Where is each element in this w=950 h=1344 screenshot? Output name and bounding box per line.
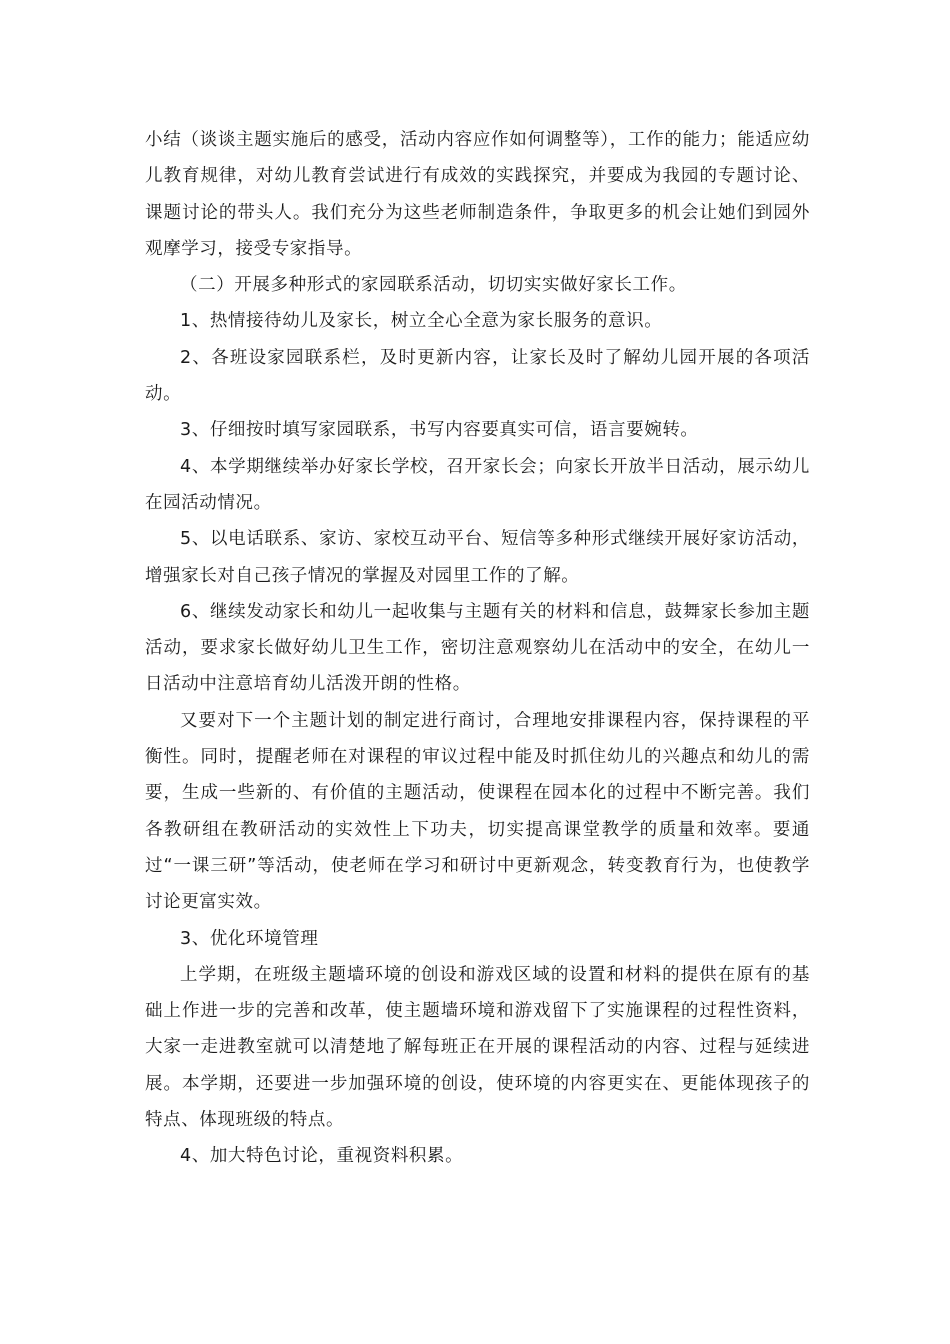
paragraph-12-heading: 4、加大特色讨论，重视资料积累。 [180,1146,464,1167]
document-body [145,122,810,1175]
paragraph-8: 6、继续发动家长和幼儿一起收集与主题有关的材料和信息，鼓舞家长参加主题活动，要求家长做好幼儿卫生工作，密切注意观察幼儿在活动中的安全，在幼儿一日活动中注意培育幼儿活泼开朗的性格。 [145,601,810,695]
paragraph-2-heading: （二）开展多种形式的家园联系活动，切切实实做好家长工作。 [180,275,687,296]
paragraph-6: 4、本学期继续举办好家长学校，召开家长会；向家长开放半日活动，展示幼儿在园活动情况。 [145,456,810,513]
paragraph-5: 3、仔细按时填写家园联系，书写内容要真实可信，语言要婉转。 [180,420,699,441]
paragraph-11: 上学期，在班级主题墙环境的创设和游戏区域的设置和材料的提供在原有的基础上作进一步的完善和改革，使主题墙环境和游戏留下了实施课程的过程性资料，大家一走进教室就可以清楚地了解每班正在开展的课程活动的内容、过程与延续进展。本学期，还要进一步加强环境的创设，使环境的内容更实在、更能体现孩子的特点、体现班级的特点。 [145,964,810,1131]
paragraph-1: 小结（谈谈主题实施后的感受，活动内容应作如何调整等），工作的能力；能适应幼儿教育规律，对幼儿教育尝试进行有成效的实践探究，并要成为我园的专题讨论、课题讨论的带头人。我们充分为这些老师制造条件，争取更多的机会让她们到园外观摩学习，接受专家指导。 [145,130,810,259]
paragraph-10-heading: 3、优化环境管理 [180,928,319,949]
paragraph-9: 又要对下一个主题计划的制定进行商讨，合理地安排课程内容，保持课程的平衡性。同时，提醒老师在对课程的审议过程中能及时抓住幼儿的兴趣点和幼儿的需要，生成一些新的、有价值的主题活动，使课程在园本化的过程中不断完善。我们各教研组在教研活动的实效性上下功夫，切实提高课堂教学的质量和效率。要通过“一课三研”等活动，使老师在学习和研讨中更新观念，转变教育行为，也使教学讨论更富实效。 [145,710,810,913]
paragraph-7: 5、以电话联系、家访、家校互动平台、短信等多种形式继续开展好家访活动，增强家长对自己孩子情况的掌握及对园里工作的了解。 [145,529,810,586]
paragraph-3: 1、热情接待幼儿及家长，树立全心全意为家长服务的意识。 [180,311,663,332]
paragraph-4: 2、各班设家园联系栏，及时更新内容，让家长及时了解幼儿园开展的各项活动。 [145,347,810,405]
